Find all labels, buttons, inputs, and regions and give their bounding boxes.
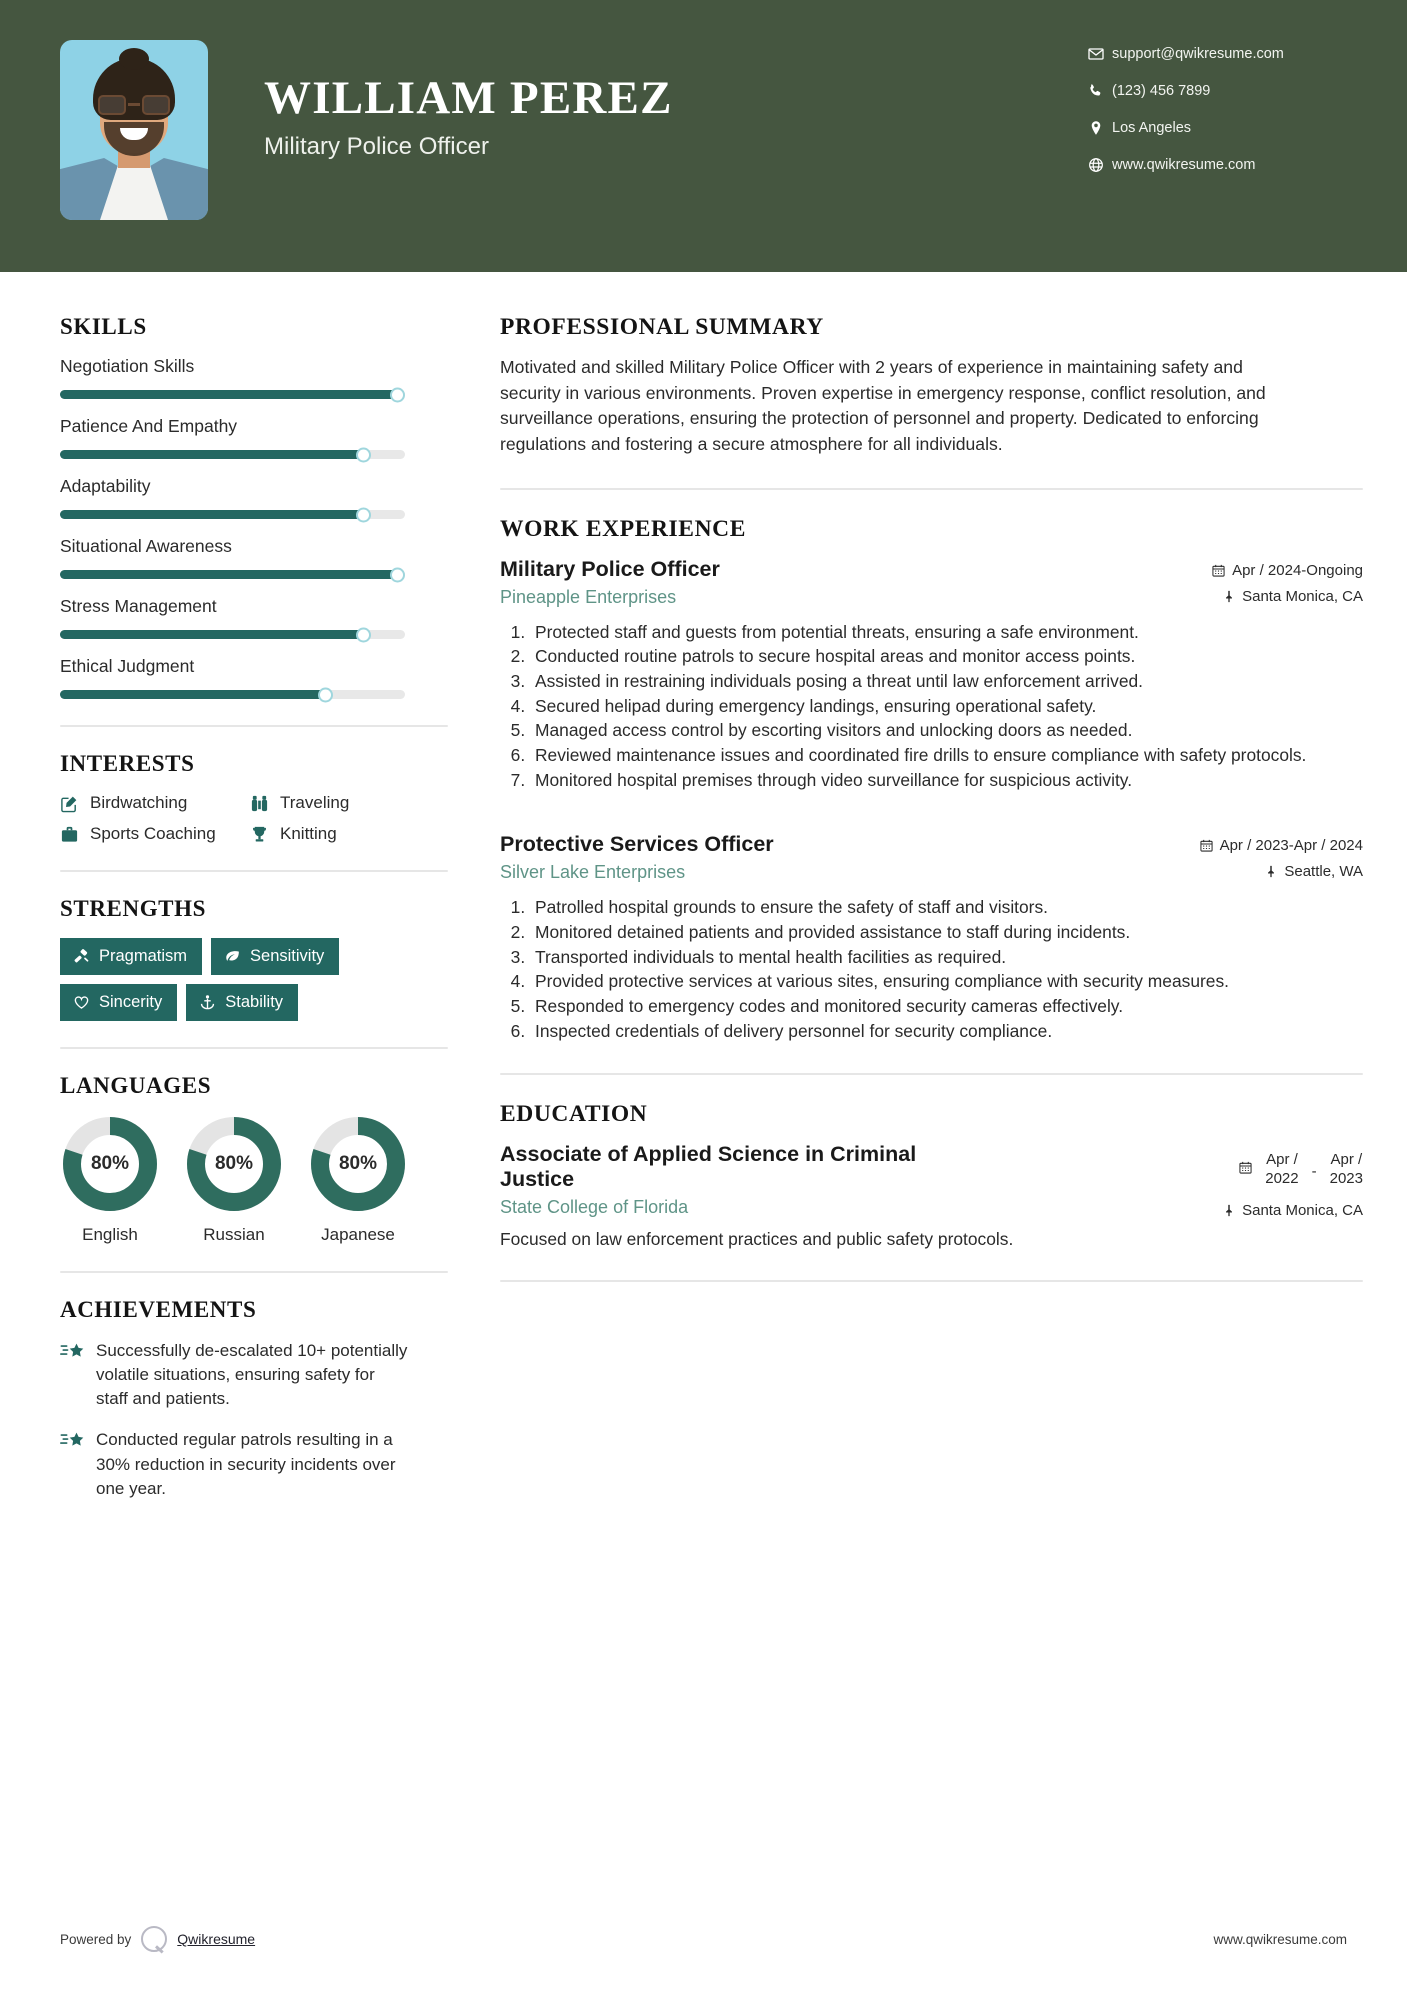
strength-label: Stability — [225, 993, 284, 1011]
education-start-year: 2022 — [1265, 1169, 1299, 1187]
calendar-icon — [1239, 1151, 1252, 1178]
contact-website-text: www.qwikresume.com — [1112, 157, 1256, 173]
divider — [60, 725, 448, 727]
education-date-separator: - — [1311, 1163, 1317, 1181]
achievements-heading: ACHIEVEMENTS — [60, 1297, 257, 1322]
skill-bar-fill — [60, 510, 364, 519]
education-heading: EDUCATION — [500, 1101, 648, 1128]
heart-icon — [73, 994, 90, 1011]
job-duties — [500, 621, 1363, 793]
education-header — [500, 1142, 1363, 1219]
skill-label: Adaptability — [60, 476, 151, 496]
interest-label: Sports Coaching — [90, 824, 216, 843]
qwikresume-brand-link[interactable]: Qwikresume — [177, 1931, 256, 1947]
duty-item: 3. Transported individuals to mental health facilities as required. — [530, 946, 1363, 970]
skill-bar-knob[interactable] — [390, 387, 405, 402]
duty-item: 1. Patrolled hospital grounds to ensure the safety of staff and visitors. — [530, 896, 1363, 920]
skill-bar-track[interactable] — [60, 510, 405, 519]
summary-heading: PROFESSIONAL SUMMARY — [500, 314, 824, 340]
profile-photo — [60, 40, 208, 220]
name-block — [264, 40, 673, 161]
leaf-icon — [224, 948, 241, 965]
interest-item — [60, 824, 250, 844]
job-company: Silver Lake Enterprises — [500, 862, 686, 883]
anchor-icon — [199, 994, 216, 1011]
language-label: English — [82, 1225, 138, 1244]
trophy-icon — [250, 825, 280, 844]
education-section — [500, 1101, 1363, 1250]
contact-list — [1088, 40, 1363, 194]
skill-label: Patience And Empathy — [60, 416, 238, 436]
globe-icon — [1088, 157, 1112, 173]
work-heading: WORK EXPERIENCE — [500, 515, 746, 542]
skill-label: Ethical Judgment — [60, 656, 195, 676]
divider — [500, 488, 1363, 490]
education-start-month: Apr / — [1266, 1151, 1298, 1169]
contact-phone-text: (123) 456 7899 — [1112, 83, 1211, 99]
languages-list — [60, 1115, 448, 1245]
language-item — [308, 1115, 408, 1245]
strength-label: Sincerity — [99, 993, 163, 1011]
education-degree: Associate of Applied Science in Criminal Justice — [500, 1142, 917, 1192]
calendar-icon — [1212, 564, 1225, 577]
shooting-star-icon — [60, 1428, 96, 1453]
duty-item: 6. Inspected credentials of delivery personnel for security compliance. — [530, 1020, 1363, 1044]
footer-url[interactable]: www.qwikresume.com — [1213, 1931, 1347, 1947]
summary-text: Motivated and skilled Military Police Officer with 2 years of experience in maintaining safety and security in various environments. Proven expertise in emergency response, conflict resolution, and surveillance operations, ensuring the protection of personnel and property. Dedicated to enforcing regulations and fostering a secure atmosphere for all individuals. — [500, 357, 1266, 455]
interests-section — [60, 751, 448, 844]
interests-grid — [60, 793, 448, 844]
skill-bar-fill — [60, 450, 364, 459]
strength-label: Sensitivity — [250, 947, 325, 965]
gavel-icon — [73, 948, 90, 965]
job-role: Military Police Officer — [500, 556, 720, 581]
job-location-text: Santa Monica, CA — [1242, 587, 1363, 605]
skill-item — [60, 476, 448, 519]
skill-item — [60, 596, 448, 639]
job-company: Pineapple Enterprises — [500, 586, 677, 607]
resume-body — [0, 272, 1407, 1518]
powered-by-label: Powered by — [60, 1931, 132, 1947]
language-label: Japanese — [321, 1225, 395, 1244]
achievement-item — [60, 1428, 448, 1500]
duty-item: 4. Provided protective services at various sites, ensuring compliance with security measures. — [530, 970, 1363, 994]
education-description: Focused on law enforcement practices and public safety protocols. — [500, 1228, 1014, 1249]
job-dates-text: Apr / 2024-Ongoing — [1232, 561, 1363, 579]
strength-badge-sincerity — [60, 984, 177, 1021]
job-dates-text: Apr / 2023-Apr / 2024 — [1219, 837, 1363, 855]
job-duties — [500, 896, 1363, 1043]
education-location — [1163, 1202, 1363, 1219]
language-donut — [309, 1115, 407, 1213]
briefcase-icon — [60, 825, 90, 844]
language-item — [184, 1115, 284, 1245]
contact-email[interactable] — [1088, 46, 1363, 62]
interest-item — [60, 793, 250, 813]
contact-website[interactable] — [1088, 157, 1363, 173]
duty-item: 1. Protected staff and guests from potential threats, ensuring a safe environment. — [530, 621, 1363, 645]
duty-item: 4. Secured helipad during emergency landings, ensuring operational safety. — [530, 695, 1363, 719]
skill-label: Situational Awareness — [60, 536, 232, 556]
job-meta — [1163, 557, 1363, 605]
skill-bar-fill — [60, 570, 398, 579]
pin-icon — [1223, 1204, 1235, 1217]
job-location-text: Seattle, WA — [1284, 863, 1363, 881]
pin-icon — [1265, 865, 1277, 878]
skill-item — [60, 356, 448, 399]
interests-heading: INTERESTS — [60, 751, 195, 776]
job-entry — [500, 832, 1363, 1043]
contact-location-text: Los Angeles — [1112, 120, 1192, 136]
candidate-name: WILLIAM PEREZ — [264, 72, 673, 124]
resume-header — [0, 0, 1407, 272]
job-role: Protective Services Officer — [500, 832, 774, 857]
qwikresume-logo-icon — [141, 1926, 167, 1952]
shooting-star-icon — [60, 1339, 96, 1364]
achievement-text: Conducted regular patrols resulting in a 30% reduction in security incidents over one year. — [96, 1430, 396, 1498]
interest-label: Traveling — [280, 793, 350, 812]
strengths-section — [60, 896, 448, 1021]
candidate-job-title: Military Police Officer — [264, 132, 489, 160]
phone-icon — [1088, 83, 1112, 99]
achievement-text: Successfully de-escalated 10+ potentially volatile situations, ensuring safety for staff and patients. — [96, 1341, 408, 1409]
main-content — [448, 272, 1363, 1518]
calendar-icon — [1200, 839, 1213, 852]
education-end-date — [1330, 1151, 1363, 1188]
header-identity — [60, 40, 673, 220]
duty-item: 5. Managed access control by escorting visitors and unlocking doors as needed. — [530, 719, 1363, 743]
interest-label: Birdwatching — [90, 793, 188, 812]
strength-label: Pragmatism — [99, 947, 188, 965]
interest-item — [250, 824, 448, 844]
skill-bar-track[interactable] — [60, 630, 405, 639]
education-meta — [1163, 1142, 1363, 1219]
skill-bar-fill — [60, 390, 398, 399]
job-location — [1163, 588, 1363, 605]
skills-section — [60, 314, 448, 699]
language-donut — [185, 1115, 283, 1213]
language-percent: 80% — [338, 1153, 378, 1174]
education-location-text: Santa Monica, CA — [1242, 1201, 1363, 1219]
skill-bar-track[interactable] — [60, 690, 405, 699]
languages-heading: LANGUAGES — [60, 1073, 212, 1098]
interest-label: Knitting — [280, 824, 337, 843]
education-start-date — [1265, 1151, 1298, 1188]
skill-item — [60, 536, 448, 579]
skills-heading: SKILLS — [60, 314, 147, 339]
strengths-heading: STRENGTHS — [60, 896, 207, 921]
powered-by-block — [60, 1926, 255, 1952]
strength-badge-pragmatism — [60, 938, 202, 975]
divider — [60, 1047, 448, 1049]
skill-item — [60, 656, 448, 699]
job-dates — [1163, 562, 1363, 579]
divider — [500, 1073, 1363, 1075]
skill-bar-knob[interactable] — [356, 507, 371, 522]
divider — [60, 870, 448, 872]
education-entry — [500, 1142, 1363, 1250]
summary-section — [500, 314, 1363, 458]
binoculars-icon — [250, 794, 280, 813]
job-entry — [500, 557, 1363, 793]
contact-email-text: support@qwikresume.com — [1112, 46, 1284, 62]
duty-item: 3. Assisted in restraining individuals posing a threat until law enforcement arrived. — [530, 670, 1363, 694]
divider — [500, 1280, 1363, 1282]
skill-label: Negotiation Skills — [60, 356, 195, 376]
job-header — [500, 832, 1363, 883]
education-school: State College of Florida — [500, 1197, 689, 1218]
strengths-list — [60, 938, 448, 1021]
language-percent: 80% — [90, 1153, 130, 1174]
pen-square-icon — [60, 794, 90, 813]
achievement-item — [60, 1339, 448, 1411]
map-pin-icon — [1088, 120, 1112, 136]
skill-label: Stress Management — [60, 596, 217, 616]
contact-phone[interactable] — [1088, 83, 1363, 99]
skill-bar-knob[interactable] — [356, 447, 371, 462]
skill-bar-knob[interactable] — [390, 567, 405, 582]
education-end-year: 2023 — [1329, 1169, 1363, 1187]
language-item — [60, 1115, 160, 1245]
pin-icon — [1223, 590, 1235, 603]
education-end-month: Apr / — [1330, 1151, 1363, 1169]
job-header — [500, 557, 1363, 608]
photo-glasses — [96, 95, 172, 115]
interest-item — [250, 793, 448, 813]
duty-item: 5. Responded to emergency codes and monitored security cameras effectively. — [530, 995, 1363, 1019]
duty-item: 2. Monitored detained patients and provided assistance to staff during incidents. — [530, 921, 1363, 945]
envelope-icon — [1088, 46, 1112, 62]
education-dates — [1163, 1147, 1363, 1188]
skill-bar-track[interactable] — [60, 570, 405, 579]
strength-badge-stability — [186, 984, 298, 1021]
language-label: Russian — [203, 1225, 265, 1244]
skill-bar-knob[interactable] — [318, 687, 333, 702]
job-meta — [1163, 832, 1363, 880]
language-donut — [61, 1115, 159, 1213]
duty-item: 7. Monitored hospital premises through video surveillance for suspicious activity. — [530, 769, 1363, 793]
divider — [60, 1271, 448, 1273]
skill-item — [60, 416, 448, 459]
languages-section — [60, 1073, 448, 1245]
skill-bar-track[interactable] — [60, 450, 405, 459]
work-experience-section — [500, 516, 1363, 1044]
language-percent: 80% — [214, 1153, 254, 1174]
achievements-section — [60, 1297, 448, 1501]
skill-bar-knob[interactable] — [356, 627, 371, 642]
skill-bar-track[interactable] — [60, 390, 405, 399]
duty-item: 6. Reviewed maintenance issues and coordinated fire drills to ensure compliance with safety protocols. — [530, 744, 1363, 768]
skill-bar-fill — [60, 630, 364, 639]
job-dates — [1163, 837, 1363, 854]
duty-item: 2. Conducted routine patrols to secure hospital areas and monitor access points. — [530, 645, 1363, 669]
strength-badge-sensitivity — [211, 938, 339, 975]
sidebar — [0, 272, 448, 1518]
skill-bar-fill — [60, 690, 326, 699]
resume-footer — [0, 1926, 1407, 1952]
contact-location — [1088, 120, 1363, 136]
job-location — [1163, 863, 1363, 880]
